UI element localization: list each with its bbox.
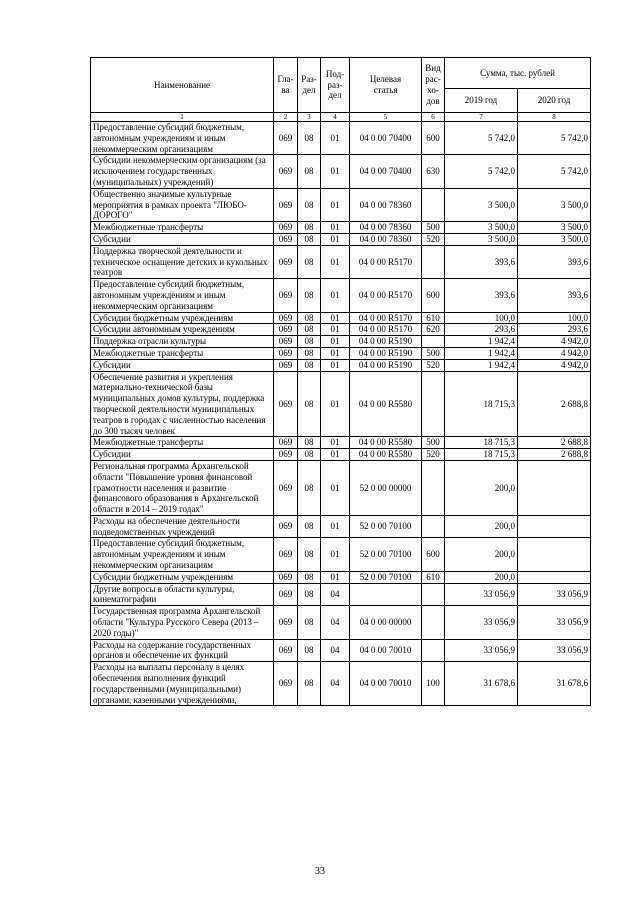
budget-table <box>90 57 591 706</box>
row-name: Субсидии <box>91 449 274 461</box>
row-name: Субсидии некоммерческим организациям (за исключением государственных (муниципальных) учреждений) <box>91 155 274 188</box>
row-name: Межбюджетные трансферты <box>91 222 274 234</box>
row-vid-rashodov <box>422 371 445 437</box>
row-sum-2019: 393,6 <box>445 245 518 278</box>
row-celevaya-statya: 04 0 00 R5190 <box>350 359 422 371</box>
row-razdel: 08 <box>298 233 321 245</box>
row-name: Расходы на выплаты персоналу в целях обеспечения выполнения функций государственными (муниципальными) органами, казенными учреждениями, <box>91 662 274 706</box>
row-sum-2019: 3 500,0 <box>445 233 518 245</box>
row-sum-2019: 3 500,0 <box>445 222 518 234</box>
table-row <box>91 371 591 437</box>
row-glava: 069 <box>274 515 298 538</box>
row-podrazdel: 01 <box>321 155 350 188</box>
row-razdel: 08 <box>298 538 321 571</box>
column-numbers-row <box>91 113 591 122</box>
column-number: 4 <box>321 113 350 122</box>
row-razdel: 08 <box>298 460 321 515</box>
row-sum-2020 <box>518 515 591 538</box>
row-name: Региональная программа Архангельской области "Повышение уровня финансовой грамотности населения и развитие финансового образования в Архангельской области в 2014 – 2019 годах" <box>91 460 274 515</box>
row-celevaya-statya: 04 0 00 R5580 <box>350 449 422 461</box>
table-row <box>91 515 591 538</box>
row-glava: 069 <box>274 449 298 461</box>
row-vid-rashodov: 600 <box>422 279 445 312</box>
row-vid-rashodov <box>422 460 445 515</box>
row-razdel: 08 <box>298 279 321 312</box>
table-row <box>91 359 591 371</box>
row-glava: 069 <box>274 312 298 324</box>
table-row <box>91 324 591 336</box>
row-vid-rashodov: 520 <box>422 449 445 461</box>
row-vid-rashodov: 520 <box>422 359 445 371</box>
page-number: 33 <box>315 866 325 877</box>
row-razdel: 08 <box>298 606 321 639</box>
header-podrazdel: Под- раз- дел <box>321 58 350 113</box>
row-podrazdel: 01 <box>321 571 350 583</box>
row-vid-rashodov <box>422 188 445 221</box>
row-razdel: 08 <box>298 583 321 606</box>
row-vid-rashodov <box>422 606 445 639</box>
row-glava: 069 <box>274 583 298 606</box>
row-sum-2019: 18 715,3 <box>445 449 518 461</box>
row-celevaya-statya: 04 0 00 70400 <box>350 122 422 155</box>
row-sum-2019: 200,0 <box>445 571 518 583</box>
row-sum-2019: 1 942,4 <box>445 347 518 359</box>
row-name: Предоставление субсидий бюджетным, автономным учреждениям и иным некоммерческим организациям <box>91 538 274 571</box>
row-sum-2020: 100,0 <box>518 312 591 324</box>
row-celevaya-statya: 04 0 00 R5170 <box>350 324 422 336</box>
row-razdel: 08 <box>298 155 321 188</box>
row-name: Расходы на обеспечение деятельности подведомственных учреждений <box>91 515 274 538</box>
row-sum-2019: 5 742,0 <box>445 155 518 188</box>
column-number: 3 <box>298 113 321 122</box>
row-sum-2020: 4 942,0 <box>518 359 591 371</box>
row-glava: 069 <box>274 222 298 234</box>
row-razdel: 08 <box>298 437 321 449</box>
row-sum-2020: 33 056,9 <box>518 639 591 662</box>
row-vid-rashodov <box>422 245 445 278</box>
row-sum-2019: 200,0 <box>445 460 518 515</box>
row-vid-rashodov: 520 <box>422 233 445 245</box>
row-podrazdel: 01 <box>321 312 350 324</box>
row-vid-rashodov: 100 <box>422 662 445 706</box>
row-razdel: 08 <box>298 515 321 538</box>
row-glava: 069 <box>274 571 298 583</box>
table-row <box>91 155 591 188</box>
row-podrazdel: 01 <box>321 460 350 515</box>
row-name: Другие вопросы в области культуры, кинематографии <box>91 583 274 606</box>
row-celevaya-statya: 04 0 00 70400 <box>350 155 422 188</box>
table-row <box>91 347 591 359</box>
row-podrazdel: 04 <box>321 583 350 606</box>
row-sum-2020: 2 688,8 <box>518 437 591 449</box>
row-glava: 069 <box>274 359 298 371</box>
table-row <box>91 606 591 639</box>
column-number: 8 <box>518 113 591 122</box>
row-glava: 069 <box>274 245 298 278</box>
row-celevaya-statya: 04 0 00 R5190 <box>350 347 422 359</box>
row-sum-2019: 200,0 <box>445 515 518 538</box>
row-sum-2020: 2 688,8 <box>518 449 591 461</box>
row-podrazdel: 01 <box>321 538 350 571</box>
row-razdel: 08 <box>298 336 321 348</box>
row-sum-2020: 3 500,0 <box>518 233 591 245</box>
row-razdel: 08 <box>298 245 321 278</box>
row-celevaya-statya: 04 0 00 00000 <box>350 606 422 639</box>
row-sum-2020: 33 056,9 <box>518 606 591 639</box>
row-sum-2019: 18 715,3 <box>445 437 518 449</box>
row-podrazdel: 01 <box>321 437 350 449</box>
row-podrazdel: 04 <box>321 662 350 706</box>
row-razdel: 08 <box>298 449 321 461</box>
row-sum-2019: 33 056,9 <box>445 639 518 662</box>
row-razdel: 08 <box>298 188 321 221</box>
row-sum-2020 <box>518 538 591 571</box>
row-sum-2020: 3 500,0 <box>518 222 591 234</box>
row-celevaya-statya: 04 0 00 R5170 <box>350 245 422 278</box>
row-name: Общественно значимые культурные мероприятия в рамках проекта "ЛЮБО-ДОРОГО" <box>91 188 274 221</box>
row-glava: 069 <box>274 371 298 437</box>
row-sum-2020: 4 942,0 <box>518 347 591 359</box>
row-name: Субсидии автономным учреждениям <box>91 324 274 336</box>
row-razdel: 08 <box>298 662 321 706</box>
table-row <box>91 233 591 245</box>
row-razdel: 08 <box>298 571 321 583</box>
row-name: Поддержка творческой деятельности и техническое оснащение детских и кукольных театров <box>91 245 274 278</box>
row-vid-rashodov: 500 <box>422 347 445 359</box>
row-podrazdel: 01 <box>321 279 350 312</box>
row-sum-2019: 1 942,4 <box>445 336 518 348</box>
row-vid-rashodov <box>422 639 445 662</box>
column-number: 6 <box>422 113 445 122</box>
row-celevaya-statya: 52 0 00 70100 <box>350 515 422 538</box>
row-sum-2020: 5 742,0 <box>518 155 591 188</box>
row-glava: 069 <box>274 639 298 662</box>
row-name: Поддержка отрасли культуры <box>91 336 274 348</box>
row-podrazdel: 01 <box>321 371 350 437</box>
row-sum-2020: 2 688,8 <box>518 371 591 437</box>
row-podrazdel: 01 <box>321 222 350 234</box>
row-name: Межбюджетные трансферты <box>91 437 274 449</box>
column-number: 5 <box>350 113 422 122</box>
table-row <box>91 662 591 706</box>
row-vid-rashodov: 630 <box>422 155 445 188</box>
table-row <box>91 279 591 312</box>
row-celevaya-statya: 04 0 00 78360 <box>350 188 422 221</box>
row-sum-2019: 1 942,4 <box>445 359 518 371</box>
row-glava: 069 <box>274 606 298 639</box>
row-celevaya-statya: 04 0 00 78360 <box>350 222 422 234</box>
row-razdel: 08 <box>298 639 321 662</box>
row-podrazdel: 01 <box>321 188 350 221</box>
column-number: 2 <box>274 113 298 122</box>
row-sum-2020: 4 942,0 <box>518 336 591 348</box>
header-razdel: Раз- дел <box>298 58 321 113</box>
row-celevaya-statya: 04 0 00 R5580 <box>350 437 422 449</box>
table-row <box>91 245 591 278</box>
table-row <box>91 437 591 449</box>
row-celevaya-statya: 04 0 00 R5190 <box>350 336 422 348</box>
row-glava: 069 <box>274 122 298 155</box>
row-sum-2019: 18 715,3 <box>445 371 518 437</box>
row-glava: 069 <box>274 347 298 359</box>
row-sum-2020: 393,6 <box>518 279 591 312</box>
row-sum-2020: 33 056,9 <box>518 583 591 606</box>
row-sum-2020 <box>518 460 591 515</box>
row-sum-2019: 393,6 <box>445 279 518 312</box>
row-celevaya-statya: 52 0 00 70100 <box>350 538 422 571</box>
table-row <box>91 336 591 348</box>
row-vid-rashodov <box>422 336 445 348</box>
row-glava: 069 <box>274 279 298 312</box>
table-row <box>91 460 591 515</box>
row-celevaya-statya: 52 0 00 00000 <box>350 460 422 515</box>
row-sum-2020: 293,6 <box>518 324 591 336</box>
row-name: Предоставление субсидий бюджетным, автономным учреждениям и иным некоммерческим организациям <box>91 122 274 155</box>
table-row <box>91 122 591 155</box>
row-razdel: 08 <box>298 359 321 371</box>
row-name: Субсидии <box>91 359 274 371</box>
row-sum-2020: 5 742,0 <box>518 122 591 155</box>
row-celevaya-statya: 04 0 00 78360 <box>350 233 422 245</box>
row-glava: 069 <box>274 460 298 515</box>
row-razdel: 08 <box>298 371 321 437</box>
row-podrazdel: 04 <box>321 606 350 639</box>
row-celevaya-statya: 04 0 00 R5170 <box>350 279 422 312</box>
row-sum-2019: 33 056,9 <box>445 583 518 606</box>
row-vid-rashodov: 500 <box>422 222 445 234</box>
row-name: Субсидии бюджетным учреждениям <box>91 571 274 583</box>
row-podrazdel: 01 <box>321 233 350 245</box>
row-sum-2020: 31 678,6 <box>518 662 591 706</box>
column-number: 7 <box>445 113 518 122</box>
row-podrazdel: 01 <box>321 359 350 371</box>
row-name: Расходы на содержание государственных органов и обеспечение их функций <box>91 639 274 662</box>
row-podrazdel: 01 <box>321 324 350 336</box>
row-glava: 069 <box>274 233 298 245</box>
row-name: Предоставление субсидий бюджетным, автономным учреждениям и иным некоммерческим организациям <box>91 279 274 312</box>
column-number: 1 <box>91 113 274 122</box>
row-glava: 069 <box>274 324 298 336</box>
table-row <box>91 538 591 571</box>
header-name: Наименование <box>91 58 274 113</box>
row-podrazdel: 01 <box>321 122 350 155</box>
row-name: Государственная программа Архангельской области "Культура Русского Севера (2013 – 2020 годы)" <box>91 606 274 639</box>
row-glava: 069 <box>274 662 298 706</box>
row-sum-2019: 293,6 <box>445 324 518 336</box>
row-glava: 069 <box>274 155 298 188</box>
row-name: Межбюджетные трансферты <box>91 347 274 359</box>
row-vid-rashodov: 600 <box>422 122 445 155</box>
row-vid-rashodov <box>422 583 445 606</box>
row-glava: 069 <box>274 188 298 221</box>
table-body <box>91 122 591 706</box>
row-sum-2019: 100,0 <box>445 312 518 324</box>
row-name: Обеспечение развития и укрепления материально-технической базы муниципальных домов культуры, поддержка творческой деятельности муниципальных театров в городах с численностью населения до 300 тысяч человек <box>91 371 274 437</box>
row-sum-2019: 5 742,0 <box>445 122 518 155</box>
row-vid-rashodov: 500 <box>422 437 445 449</box>
row-razdel: 08 <box>298 347 321 359</box>
row-sum-2019: 31 678,6 <box>445 662 518 706</box>
row-sum-2019: 200,0 <box>445 538 518 571</box>
table-row <box>91 449 591 461</box>
row-sum-2020: 393,6 <box>518 245 591 278</box>
row-vid-rashodov: 610 <box>422 312 445 324</box>
row-vid-rashodov: 620 <box>422 324 445 336</box>
row-sum-2019: 33 056,9 <box>445 606 518 639</box>
header-year-2019: 2019 год <box>445 89 518 113</box>
header-year-2020: 2020 год <box>518 89 591 113</box>
table-row <box>91 222 591 234</box>
header-vid-rashodov: Вид рас- хо- дов <box>422 58 445 113</box>
row-sum-2020: 3 500,0 <box>518 188 591 221</box>
row-glava: 069 <box>274 336 298 348</box>
row-celevaya-statya: 04 0 00 R5170 <box>350 312 422 324</box>
row-vid-rashodov: 610 <box>422 571 445 583</box>
table-row <box>91 583 591 606</box>
table-row <box>91 639 591 662</box>
row-razdel: 08 <box>298 222 321 234</box>
row-podrazdel: 01 <box>321 515 350 538</box>
table-row <box>91 188 591 221</box>
row-celevaya-statya: 52 0 00 70100 <box>350 571 422 583</box>
row-razdel: 08 <box>298 324 321 336</box>
row-razdel: 08 <box>298 122 321 155</box>
row-celevaya-statya: 04 0 00 70010 <box>350 639 422 662</box>
row-glava: 069 <box>274 437 298 449</box>
row-sum-2019: 3 500,0 <box>445 188 518 221</box>
table-row <box>91 312 591 324</box>
header-summa: Сумма, тыс. рублей <box>445 58 591 89</box>
row-podrazdel: 01 <box>321 245 350 278</box>
row-vid-rashodov <box>422 515 445 538</box>
header-glava: Гла- ва <box>274 58 298 113</box>
row-glava: 069 <box>274 538 298 571</box>
row-sum-2020 <box>518 571 591 583</box>
row-podrazdel: 01 <box>321 336 350 348</box>
row-celevaya-statya <box>350 583 422 606</box>
row-podrazdel: 01 <box>321 449 350 461</box>
table-row <box>91 571 591 583</box>
row-name: Субсидии <box>91 233 274 245</box>
row-razdel: 08 <box>298 312 321 324</box>
row-podrazdel: 04 <box>321 639 350 662</box>
row-podrazdel: 01 <box>321 347 350 359</box>
row-celevaya-statya: 04 0 00 R5580 <box>350 371 422 437</box>
header-celevaya-statya: Целевая статья <box>350 58 422 113</box>
row-name: Субсидии бюджетным учреждениям <box>91 312 274 324</box>
row-vid-rashodov: 600 <box>422 538 445 571</box>
row-celevaya-statya: 04 0 00 70010 <box>350 662 422 706</box>
